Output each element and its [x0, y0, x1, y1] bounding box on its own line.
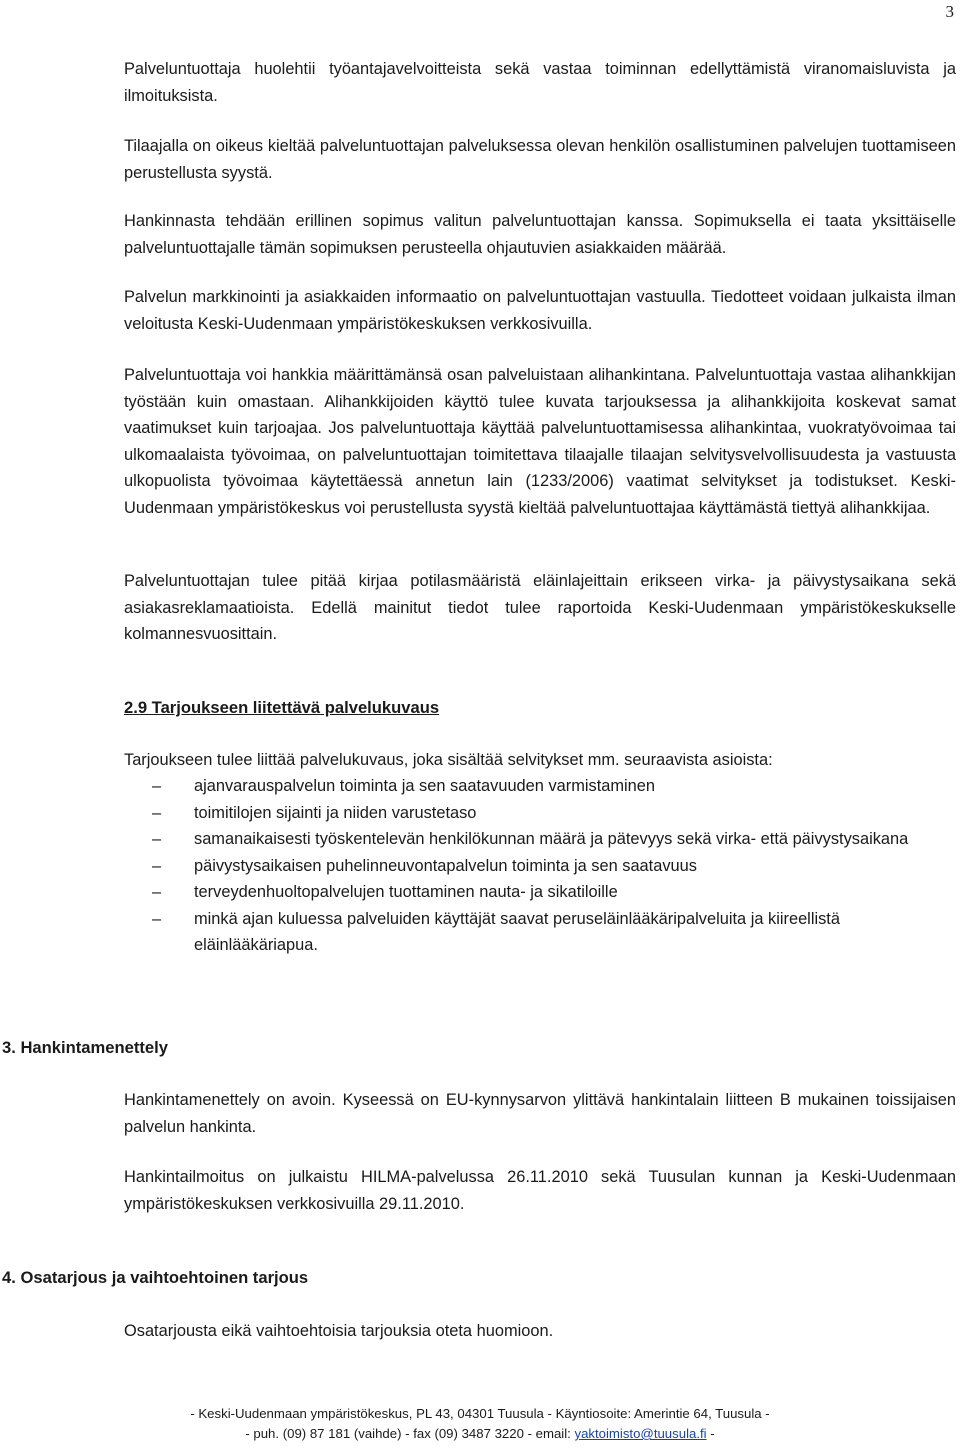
service-description-list	[124, 773, 956, 959]
section-3-paragraph-announcement: Hankintailmoitus on julkaistu HILMA-palvelussa 26.11.2010 sekä Tuusulan kunnan ja Keski-Uudenmaan ympäristökeskuksen verkkosivuilla 29.11.2010.	[124, 1168, 956, 1213]
paragraph-separate-contract: Hankinnasta tehdään erillinen sopimus valitun palveluntuottajan kanssa. Sopimuksella ei taata yksittäiselle palveluntuottajalle tämän sopimuksen perusteella ohjautuvien asiakkaiden määrää.	[124, 212, 956, 257]
section-3-heading: 3. Hankintamenettely	[2, 1038, 168, 1057]
section-3-paragraph-procedure: Hankintamenettely on avoin. Kyseessä on EU-kynnysarvon ylittävä hankintalain liitteen B mukainen toissijaisen palvelun hankinta.	[124, 1091, 956, 1136]
paragraph-subcontracting: Palveluntuottaja voi hankkia määrittämänsä osan palveluistaan alihankintana. Palveluntuottaja vastaa alihankkijan työstään kuin omastaan. Alihankkijoiden käyttö tulee kuvata tarjouksessa ja alihankkijoita koskevat samat vaatimukset kuin tarjoajaa. Jos palveluntuottaja käyttää palveluntuottamisessa alihankintaa, vuokratyövoimaa tai ulkomaalaista työvoimaa, on palveluntuottajan toimitettava tilaajalle tilaajan selvitysvelvollisuudesta ja vastuusta ulkopuolista työvoimaa käytettäessä annetun lain (1233/2006) vaatimat selvitykset ja todistukset. Keski-Uudenmaan ympäristökeskus voi perustellusta syystä kieltää palveluntuottajaa käyttämästä tiettyä alihankkijaa.	[124, 366, 956, 517]
page-number: 3	[945, 2, 954, 21]
list-item: – päivystysaikaisen puhelinneuvontapalvelun toiminta ja sen saatavuus	[124, 853, 956, 880]
footer-email-link[interactable]: yaktoimisto@tuusula.fi	[574, 1426, 707, 1441]
paragraph-employer-obligations: Palveluntuottaja huolehtii työantajavelvoitteista sekä vastaa toiminnan edellyttämistä viranomaisluvista ja ilmoituksista.	[124, 60, 956, 105]
dash-bullet-icon: –	[152, 883, 162, 901]
section-4-heading: 4. Osatarjous ja vaihtoehtoinen tarjous	[2, 1268, 309, 1287]
list-item: – toimitilojen sijainti ja niiden varustetaso	[124, 800, 956, 827]
list-item: – minkä ajan kuluessa palveluiden käyttäjät saavat peruseläinlääkäripalveluita ja kiireellistä eläinlääkäriapua.	[124, 906, 956, 959]
footer	[0, 1404, 960, 1444]
dash-bullet-icon: –	[152, 777, 162, 795]
footer-contact: - puh. (09) 87 181 (vaihde) - fax (09) 3487 3220 - email: yaktoimisto@tuusula.fi -	[245, 1426, 715, 1441]
section-2-9-intro: Tarjoukseen tulee liittää palvelukuvaus, joka sisältää selvitykset mm. seuraavista asioista:	[124, 751, 773, 769]
dash-bullet-icon: –	[152, 830, 162, 848]
dash-bullet-icon: –	[152, 856, 162, 875]
paragraph-marketing: Palvelun markkinointi ja asiakkaiden informaatio on palveluntuottajan vastuulla. Tiedotteet voidaan julkaista ilman veloitusta Keski-Uudenmaan ympäristökeskuksen verkkosivuilla.	[124, 288, 956, 333]
paragraph-subscriber-rights: Tilaajalla on oikeus kieltää palveluntuottajan palveluksessa olevan henkilön osallistuminen palvelujen tuottamiseen perustellusta syystä.	[124, 137, 956, 182]
list-item: – terveydenhuoltopalvelujen tuottaminen nauta- ja sikatiloille	[124, 879, 956, 906]
paragraph-patient-records: Palveluntuottajan tulee pitää kirjaa potilasmääristä eläinlajeittain erikseen virka- ja päivystysaikana sekä asiakasreklamaatioista. Edellä mainitut tiedot tulee raportoida Keski-Uudenmaan ympäristökeskukselle kolmannesvuosittain.	[124, 572, 956, 643]
list-item: – samanaikaisesti työskentelevän henkilökunnan määrä ja pätevyys sekä virka- että päivystysaikana	[124, 826, 956, 853]
dash-bullet-icon: –	[152, 803, 162, 822]
section-4-paragraph: Osatarjousta eikä vaihtoehtoisia tarjouksia oteta huomioon.	[124, 1322, 554, 1340]
list-item: – ajanvarauspalvelun toiminta ja sen saatavuuden varmistaminen	[124, 773, 956, 800]
section-2-9-heading: 2.9 Tarjoukseen liitettävä palvelukuvaus	[124, 698, 440, 717]
dash-bullet-icon: –	[152, 909, 162, 928]
footer-address: - Keski-Uudenmaan ympäristökeskus, PL 43, 04301 Tuusula - Käyntiosoite: Amerintie 64, Tuusula -	[190, 1406, 770, 1421]
